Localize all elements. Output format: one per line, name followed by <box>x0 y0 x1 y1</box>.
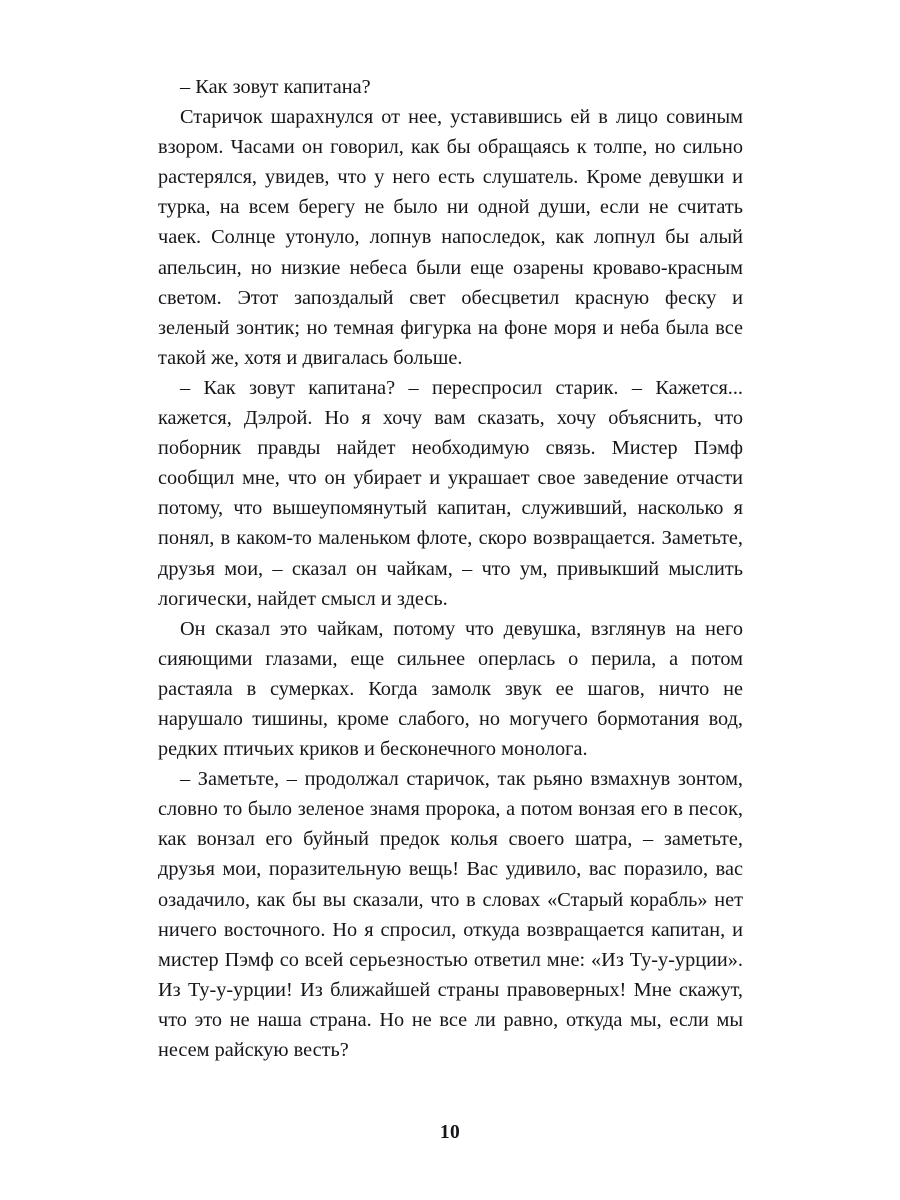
page-number: 10 <box>439 1122 461 1143</box>
paragraph: – Как зовут капитана? – переспросил старик. – Кажется... кажется, Дэлрой. Но я хочу вам сказать, хочу объяснить, что поборник правды найдет необходимую связь. Мистер Пэмф сообщил мне, что он убирает и украшает свое заведение отчасти потому, что вышеупомянутый капитан, служивший, насколько я понял, в каком-то маленьком флоте, скоро возвращается. Заметьте, друзья мои, – сказал он чайкам, – что ум, привыкший мыслить логически, найдет смысл и здесь. <box>158 376 743 610</box>
paragraph: – Заметьте, – продолжал старичок, так рьяно взмахнув зонтом, словно то было зеленое знамя пророка, а потом вонзая его в песок, как вонзал его буйный предок колья своего шатра, – заметьте, друзья мои, поразительную вещь! Вас удивило, вас поразило, вас озадачило, как бы вы сказали, что в словах «Старый корабль» нет ничего восточного. Но я спросил, откуда возвращается капитан, и мистер Пэмф со всей серьезностью ответил мне: «Из Ту-у-урции». Из Ту-у-урции! Из ближайшей страны правоверных! Мне скажут, что это не наша страна. Но не все ли равно, откуда мы, если мы несем райскую весть? <box>158 768 743 1061</box>
paragraph: Старичок шарахнулся от нее, уставившись ей в лицо совиным взором. Часами он говорил, как бы обращаясь к толпе, но сильно растерялся, увидев, что у него есть слушатель. Кроме девушки и турка, на всем берегу не было ни одной души, если не считать чаек. Солнце утонуло, лопнув напоследок, как лопнул бы алый апельсин, но низкие небеса были еще озарены кроваво-красным светом. Этот запоздалый свет обесцветил красную феску и зеленый зонтик; но темная фигурка на фоне моря и неба была все такой же, хотя и двигалась больше. <box>158 106 743 369</box>
page-body-text <box>158 72 743 1065</box>
paragraph: Он сказал это чайкам, потому что девушка, взглянув на него сияющими глазами, еще сильнее оперлась о перила, а потом растаяла в сумерках. Когда замолк звук ее шагов, ничто не нарушало тишины, кроме слабого, но могучего бормотания вод, редких птичьих криков и бесконечного монолога. <box>158 617 743 761</box>
paragraph: – Как зовут капитана? <box>180 76 371 98</box>
